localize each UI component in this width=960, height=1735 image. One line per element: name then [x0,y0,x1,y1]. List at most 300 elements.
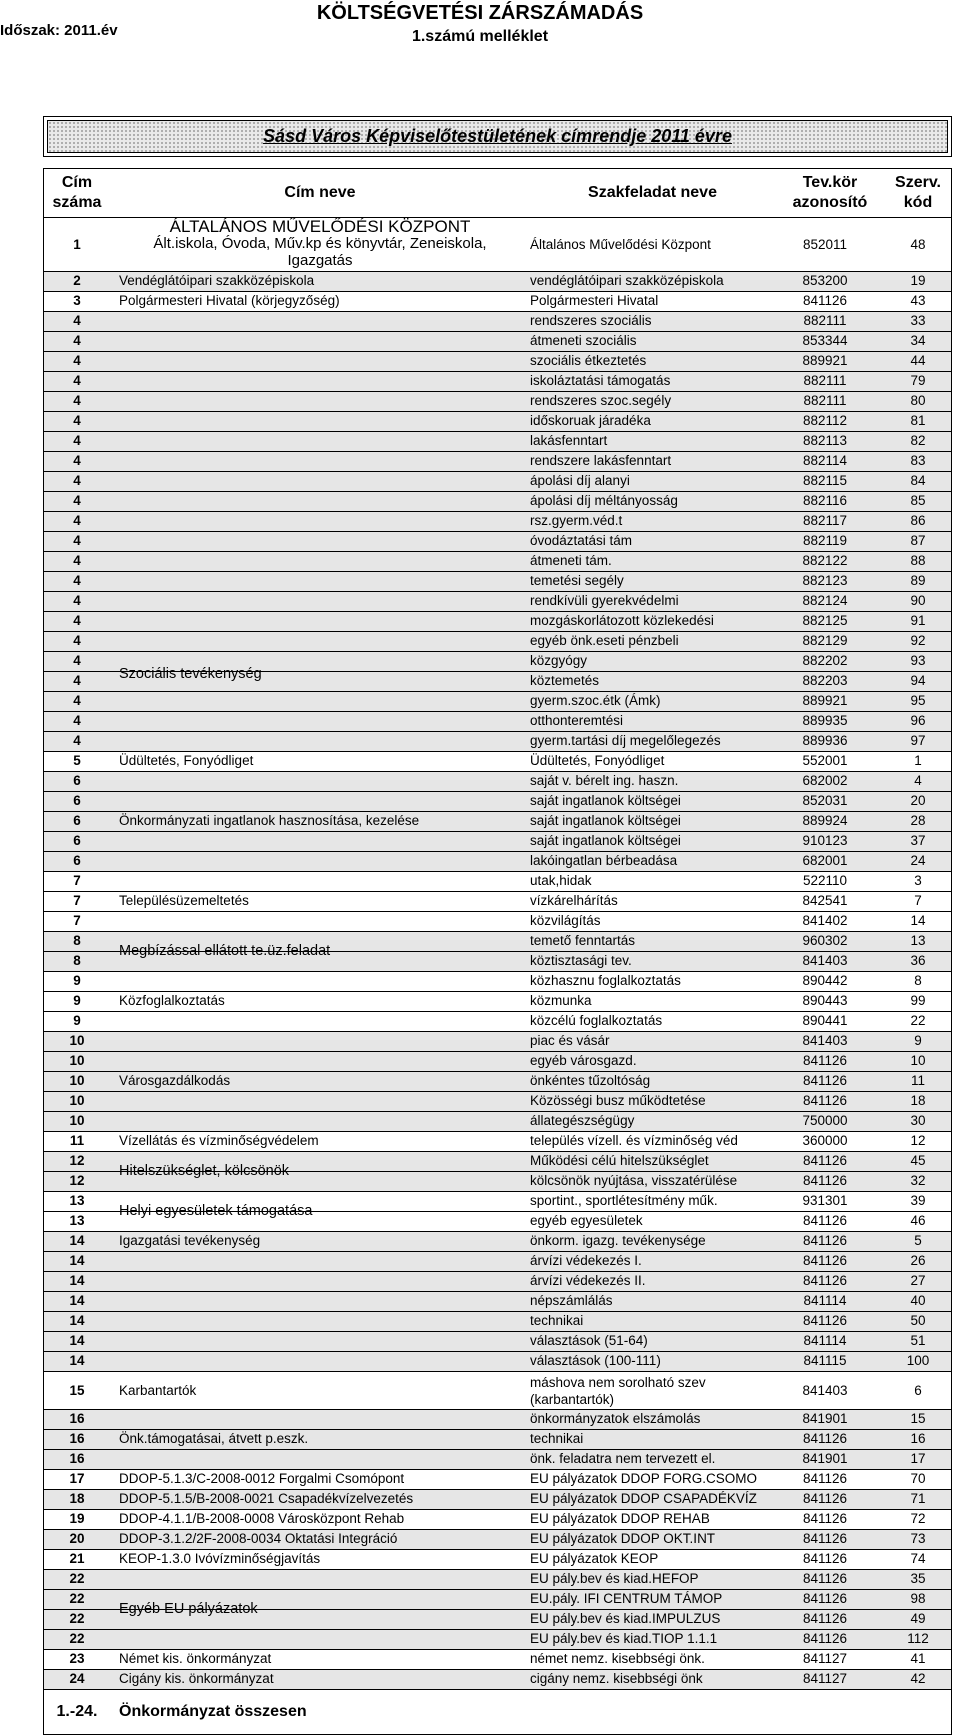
cell-cim-szama: 4 [73,553,81,568]
cell-cim-szama: 13 [69,1193,85,1208]
cell-szakfeladat: technikai [530,1313,584,1328]
cell-cim-szama: 21 [69,1551,85,1566]
group-label-hitel: Hitelszükséglet, kölcsönök [119,1163,290,1179]
cell-cim-szama: 6 [73,773,81,788]
table-total-row [44,1690,951,1734]
cell-tevkor: 522110 [802,873,848,888]
cell-szakfeladat: saját ingatlanok költségei [530,833,681,848]
period-label: Időszak: 2011.év [0,22,118,39]
cell-tevkor: 882115 [802,473,848,488]
cell-cim-szama: 4 [73,313,81,328]
cell-cim-szama: 10 [69,1033,85,1048]
cell-tevkor: 841402 [802,913,848,928]
cell-szerv-kod: 42 [910,1671,926,1686]
cell-szerv-kod: 1 [914,753,922,768]
cell-szerv-kod: 87 [910,533,926,548]
cell-cim-szama: 24 [69,1671,85,1686]
cell-szerv-kod: 19 [910,273,926,288]
cell-szerv-kod: 98 [910,1591,926,1606]
cell-szerv-kod: 14 [910,913,926,928]
table-row [44,1312,951,1332]
cell-szerv-kod: 80 [910,393,926,408]
cell-szerv-kod: 8 [914,973,922,988]
table-row [44,1372,951,1410]
cell-szakfeladat: kölcsönök nyújtása, visszatérülése [530,1173,738,1188]
cell-szakfeladat: EU pály.bev és kiad.TIOP 1.1.1 [530,1631,718,1646]
cell-cim-szama: 10 [69,1073,85,1088]
cell-cim-neve: Polgármesteri Hivatal (körjegyzőség) [119,293,340,308]
cell-tevkor: 882203 [802,673,848,688]
cell-szerv-kod: 34 [910,333,926,348]
table-row [44,892,951,912]
cell-cim-neve: Karbantartók [119,1383,197,1398]
table-body [44,272,951,1690]
cell-szerv-kod: 36 [910,953,926,968]
cell-szakfeladat: iskoláztatási támogatás [530,373,671,388]
cell-tevkor: 682001 [802,853,848,868]
table-row [44,412,951,432]
cell-szerv-kod: 94 [910,673,926,688]
total-label: Önkormányzat összesen [119,1703,307,1720]
table-row [44,1550,951,1570]
banner-title: Sásd Város Képviselőtestületének címrendje 2011 évre [263,126,732,146]
table-row [44,1012,951,1032]
cell-cim-szama: 23 [69,1651,85,1666]
cell-szakfeladat: saját ingatlanok költségei [530,793,681,808]
group-label-eu: Egyéb EU pályázatok [119,1601,258,1617]
cell-cim-neve: Önkormányzati ingatlanok hasznosítása, kezelése [119,813,420,828]
cell-tevkor: 841115 [803,1353,847,1368]
cell-cim-szama: 10 [69,1093,85,1108]
cell-szakfeladat: Üdültetés, Fonyódliget [530,753,665,768]
table-row [44,372,951,392]
cell-tevkor: 889924 [802,813,848,828]
cell-szerv-kod: 112 [907,1631,929,1646]
cell-cim-neve: ÁLTALÁNOS MŰVELŐDÉSI KÖZPONT Ált.iskola, Óvoda, Műv.kp és könyvtár, Zeneiskola, Igazgatás [153,217,487,269]
cell-tevkor: 841114 [803,1293,847,1308]
cell-szakfeladat: rendszere lakásfenntart [530,453,672,468]
table-row [44,1352,951,1372]
cell-cim-szama: 19 [69,1511,85,1526]
cell-szerv-kod: 91 [910,613,926,628]
cell-szakfeladat: közvilágítás [530,913,601,928]
cell-cim-szama: 14 [69,1333,85,1348]
table-row [44,972,951,992]
col-header-cim-szama: Cím száma [52,174,102,211]
cell-cim-szama: 7 [73,873,81,888]
cell-cim-szama: 6 [73,853,81,868]
cell-szakfeladat: közhasznu foglalkoztatás [530,973,681,988]
cell-szakfeladat: lakásfenntart [530,433,608,448]
cell-szerv-kod: 6 [914,1383,922,1398]
cell-tevkor: 360000 [802,1133,848,1148]
cell-szerv-kod: 18 [910,1093,926,1108]
table-row [44,1032,951,1052]
cell-cim-szama: 4 [73,573,81,588]
appendix-label: 1.számú melléklet [411,28,549,45]
cell-tevkor: 889921 [802,693,848,708]
cell-tevkor: 841126 [802,1273,848,1288]
cell-szakfeladat: önkéntes tűzoltóság [530,1073,651,1088]
cell-szakfeladat: vízkárelhárítás [530,893,618,908]
cell-tevkor: 841403 [802,1383,848,1398]
cell-szerv-kod: 100 [906,1353,930,1368]
cell-tevkor: 841126 [802,1213,848,1228]
cell-cim-szama: 1 [73,237,81,252]
cell-szerv-kod: 99 [910,993,926,1008]
table-row [44,432,951,452]
col-header-tevkor: Tev.kör azonosító [792,174,868,211]
cell-tevkor: 841126 [802,1313,848,1328]
cell-tevkor: 750000 [802,1113,848,1128]
cell-szerv-kod: 41 [910,1651,926,1666]
table-row [44,1530,951,1550]
cell-tevkor: 841126 [802,1631,848,1646]
cell-cim-szama: 12 [69,1173,85,1188]
cell-tevkor: 853344 [802,333,848,348]
cell-cim-szama: 12 [69,1153,85,1168]
cell-szerv-kod: 95 [910,693,926,708]
cell-cim-szama: 13 [69,1213,85,1228]
cell-tevkor: 882114 [802,453,848,468]
table-row [44,1332,951,1352]
cell-cim-szama: 4 [73,513,81,528]
document-title: KÖLTSÉGVETÉSI ZÁRSZÁMADÁS [316,2,644,24]
cell-tevkor: 890442 [802,973,848,988]
cell-szerv-kod: 88 [910,553,926,568]
cell-szerv-kod: 7 [914,893,922,908]
cell-szerv-kod: 73 [910,1531,926,1546]
table-row [44,612,951,632]
cell-szerv-kod: 79 [910,373,926,388]
cell-cim-szama: 4 [73,373,81,388]
cell-szakfeladat: gyerm.szoc.étk (Ámk) [530,693,661,708]
cell-cim-szama: 4 [73,393,81,408]
cell-tevkor: 882119 [802,533,848,548]
title-order-table [43,168,952,1735]
cell-tevkor: 841126 [802,1053,848,1068]
cell-szerv-kod: 13 [910,933,926,948]
cell-szerv-kod: 17 [910,1451,926,1466]
cell-tevkor: 682002 [802,773,848,788]
cell-cim-szama: 7 [73,913,81,928]
cell-szakfeladat: cigány nemz. kisebbségi önk [530,1671,703,1686]
cell-szerv-kod: 24 [910,853,926,868]
cell-cim-szama: 14 [69,1273,85,1288]
banner [47,120,948,153]
cell-tevkor: 841126 [802,1611,848,1626]
cell-cim-neve: DDOP-4.1.1/B-2008-0008 Városközpont Rehab [119,1511,405,1526]
cell-cim-neve: Vízellátás és vízminőségvédelem [119,1133,319,1148]
cell-cim-szama: 8 [73,933,81,948]
cell-cim-neve: DDOP-5.1.3/C-2008-0012 Forgalmi Csomópont [119,1471,405,1486]
cell-tevkor: 853200 [802,273,848,288]
cell-tevkor: 841126 [802,1233,848,1248]
cell-tevkor: 841127 [802,1651,848,1666]
col-header-cim-neve: Cím neve [284,184,356,201]
cell-szakfeladat: rendszeres szoc.segély [530,393,672,408]
cell-szakfeladat: időskoruak járadéka [530,413,651,428]
cell-tevkor: 882117 [802,513,848,528]
cell-cim-szama: 11 [69,1133,85,1148]
cell-szerv-kod: 27 [910,1273,926,1288]
cell-szakfeladat: EU pályázatok DDOP REHAB [530,1511,710,1526]
table-row [44,512,951,532]
cell-szakfeladat: árvízi védekezés I. [530,1253,642,1268]
table-row [44,1450,951,1470]
cell-szerv-kod: 28 [910,813,926,828]
cell-cim-neve: Városgazdálkodás [119,1073,231,1088]
cell-szakfeladat: utak,hidak [530,873,592,888]
cell-cim-szama: 4 [73,473,81,488]
cell-cim-szama: 4 [73,493,81,508]
cell-szerv-kod: 86 [910,513,926,528]
cell-tevkor: 841403 [802,953,848,968]
cell-cim-neve: Településüzemeltetés [119,893,249,908]
cell-szerv-kod: 45 [910,1153,926,1168]
cell-szakfeladat: ápolási díj méltányosság [530,493,678,508]
cell-szerv-kod: 84 [910,473,926,488]
cell-tevkor: 842541 [802,893,848,908]
cell-szakfeladat: óvodáztatási tám [530,533,633,548]
cell-tevkor: 841126 [802,1591,848,1606]
cell-szerv-kod: 30 [910,1113,926,1128]
group-label-szocialis: Szociális tevékenység [119,666,262,682]
table-row [44,1272,951,1292]
table-row [44,872,951,892]
cell-cim-szama: 6 [73,833,81,848]
table-row [44,1112,951,1132]
cell-szerv-kod: 32 [910,1173,926,1188]
cell-tevkor: 841126 [802,1551,848,1566]
cell-cim-szama: 4 [73,353,81,368]
cell-szakfeladat: önkormányzatok elszámolás [530,1411,701,1426]
table-row [44,1072,951,1092]
cell-cim-szama: 4 [73,653,81,668]
cell-szerv-kod: 4 [914,773,922,788]
cell-tevkor: 882124 [802,593,848,608]
cell-cim-szama: 5 [73,753,81,768]
cell-szerv-kod: 15 [910,1411,926,1426]
cell-szerv-kod: 85 [910,493,926,508]
cell-tevkor: 882129 [802,633,848,648]
cell-szakfeladat: technikai [530,1431,584,1446]
cell-szerv-kod: 5 [914,1233,922,1248]
cell-tevkor: 890441 [802,1013,848,1028]
cell-cim-szama: 9 [73,993,81,1008]
cell-szerv-kod: 10 [910,1053,926,1068]
cell-szakfeladat: Működési célú hitelszükséglet [530,1153,709,1168]
table-row [44,1292,951,1312]
cell-szerv-kod: 37 [910,833,926,848]
cell-cim-szama: 14 [69,1353,85,1368]
cell-cim-szama: 22 [69,1571,85,1586]
table-row-amk [44,218,951,272]
cell-cim-szama: 4 [73,693,81,708]
cell-szakfeladat: rendszeres szociális [530,313,652,328]
table-row [44,1490,951,1510]
cell-tevkor: 889935 [802,713,848,728]
cell-tevkor: 882202 [802,653,848,668]
cell-szakfeladat: saját v. bérelt ing. haszn. [530,773,679,788]
cell-cim-szama: 4 [73,733,81,748]
table-row [44,852,951,872]
cell-tevkor: 841126 [802,1093,848,1108]
cell-cim-szama: 4 [73,613,81,628]
table-row [44,352,951,372]
cell-tevkor: 882111 [803,393,847,408]
cell-tevkor: 882122 [802,553,848,568]
cell-szerv-kod: 43 [910,293,926,308]
cell-cim-szama: 4 [73,453,81,468]
cell-cim-szama: 4 [73,433,81,448]
cell-cim-szama: 9 [73,973,81,988]
cell-szerv-kod: 3 [914,873,922,888]
cell-cim-szama: 6 [73,793,81,808]
cell-cim-szama: 2 [73,273,81,288]
cell-cim-szama: 4 [73,413,81,428]
table-row [44,632,951,652]
cell-szakfeladat: gyerm.tartási díj megelőlegezés [530,733,721,748]
table-row [44,712,951,732]
cell-tevkor: 841126 [802,293,848,308]
col-header-szerv-kod: Szerv. kód [895,174,941,211]
cell-szakfeladat: német nemz. kisebbségi önk. [530,1651,705,1666]
cell-cim-szama: 22 [69,1611,85,1626]
cell-tevkor: 910123 [802,833,848,848]
table-row [44,772,951,792]
cell-tevkor: 841126 [802,1471,848,1486]
table-row [44,912,951,932]
table-row [44,1052,951,1072]
cell-tevkor: 882123 [802,573,848,588]
cell-tevkor: 841127 [802,1671,848,1686]
cell-szerv-kod: 97 [910,733,926,748]
cell-cim-szama: 20 [69,1531,85,1546]
group-label-megbizas: Megbízással ellátott te.üz.feladat [119,943,331,959]
table-row [44,752,951,772]
cell-cim-szama: 22 [69,1631,85,1646]
table-row [44,1430,951,1450]
cell-tevkor: 552001 [802,753,848,768]
cell-cim-szama: 4 [73,673,81,688]
cell-tevkor: 841126 [802,1153,848,1168]
group-label-egyesulet: Helyi egyesületek támogatása [119,1203,313,1219]
cell-tevkor: 960302 [802,933,848,948]
cell-szakfeladat: szociális étkeztetés [530,353,647,368]
cell-cim-neve: Vendéglátóipari szakközépiskola [119,273,315,288]
cell-szakfeladat: Közösségi busz működtetése [530,1093,706,1108]
cell-tevkor: 841126 [802,1511,848,1526]
table-row [44,1470,951,1490]
cell-cim-szama: 15 [69,1383,85,1398]
cell-szakfeladat: otthonteremtési [530,713,624,728]
cell-szerv-kod: 40 [910,1293,926,1308]
cell-szakfeladat: sportint., sportlétesítmény műk. [530,1193,718,1208]
cell-cim-szama: 14 [69,1293,85,1308]
table-row [44,532,951,552]
table-row [44,1132,951,1152]
cell-szakfeladat: lakóingatlan bérbeadása [530,853,678,868]
cell-tevkor: 931301 [802,1193,848,1208]
cell-tevkor: 890443 [802,993,848,1008]
table-row [44,732,951,752]
cell-tevkor: 882112 [802,413,848,428]
cell-szerv-kod: 81 [910,413,926,428]
cell-szerv-kod: 11 [910,1073,925,1088]
total-cim-szama: 1.-24. [56,1703,98,1720]
cell-szerv-kod: 70 [910,1471,926,1486]
cell-szakfeladat: saját ingatlanok költségei [530,813,681,828]
table-row [44,692,951,712]
cell-szerv-kod: 90 [910,593,926,608]
cell-szakfeladat: köztisztasági tev. [530,953,632,968]
cell-cim-szama: 17 [69,1471,85,1486]
cell-szerv-kod: 22 [910,1013,926,1028]
cell-cim-szama: 10 [69,1053,85,1068]
cell-cim-szama: 9 [73,1013,81,1028]
cell-szerv-kod: 46 [910,1213,926,1228]
cell-szakfeladat: ápolási díj alanyi [530,473,630,488]
cell-szakfeladat: egyéb városgazd. [530,1053,637,1068]
cell-cim-szama: 6 [73,813,81,828]
cell-tevkor: 841126 [802,1253,848,1268]
cell-cim-neve: Igazgatási tevékenység [119,1233,261,1248]
cell-szakfeladat: átmeneti szociális [530,333,637,348]
cell-cim-neve: Üdültetés, Fonyódliget [119,753,254,768]
cell-szakfeladat: rendkívüli gyerekvédelmi [530,593,679,608]
cell-szakfeladat: közcélú foglalkoztatás [530,1013,663,1028]
cell-szerv-kod: 12 [910,1133,926,1148]
cell-cim-szama: 7 [73,893,81,908]
table-row [44,1510,951,1530]
cell-cim-szama: 16 [69,1431,85,1446]
cell-tevkor: 841114 [803,1333,847,1348]
cell-tevkor: 841403 [802,1033,848,1048]
cell-tevkor: 841126 [802,1491,848,1506]
cell-tevkor: 841126 [802,1431,848,1446]
table-row [44,812,951,832]
cell-tevkor: 882111 [803,313,847,328]
cell-tevkor: 852011 [802,237,848,252]
cell-szakfeladat: állategészségügy [530,1113,635,1128]
cell-szakfeladat: közgyógy [530,653,588,668]
cell-szerv-kod: 16 [910,1431,926,1446]
cell-szakfeladat: temetési segély [530,573,624,588]
table-row [44,292,951,312]
col-header-szakfeladat: Szakfeladat neve [588,184,717,201]
cell-szakfeladat: temető fenntartás [530,933,636,948]
cell-cim-szama: 10 [69,1113,85,1128]
table-row [44,1630,951,1650]
cell-szakfeladat: önkorm. igazg. tevékenysége [530,1233,706,1248]
cell-tevkor: 889936 [802,733,848,748]
cell-tevkor: 841126 [802,1531,848,1546]
table-row [44,552,951,572]
cell-szakfeladat: vendéglátóipari szakközépiskola [530,273,724,288]
cell-szakfeladat: átmeneti tám. [530,553,612,568]
cell-szerv-kod: 83 [910,453,926,468]
cell-szerv-kod: 26 [910,1253,926,1268]
cell-cim-szama: 16 [69,1451,85,1466]
cell-szakfeladat: EU pály.bev és kiad.IMPULZUS [530,1611,721,1626]
cell-szakfeladat: EU pály.bev és kiad.HEFOP [530,1571,699,1586]
cell-cim-neve: DDOP-3.1.2/2F-2008-0034 Oktatási Integráció [119,1531,398,1546]
cell-szakfeladat: Polgármesteri Hivatal [530,293,659,308]
cell-szerv-kod: 89 [910,573,926,588]
cell-tevkor: 841901 [802,1451,848,1466]
cell-szerv-kod: 39 [910,1193,926,1208]
